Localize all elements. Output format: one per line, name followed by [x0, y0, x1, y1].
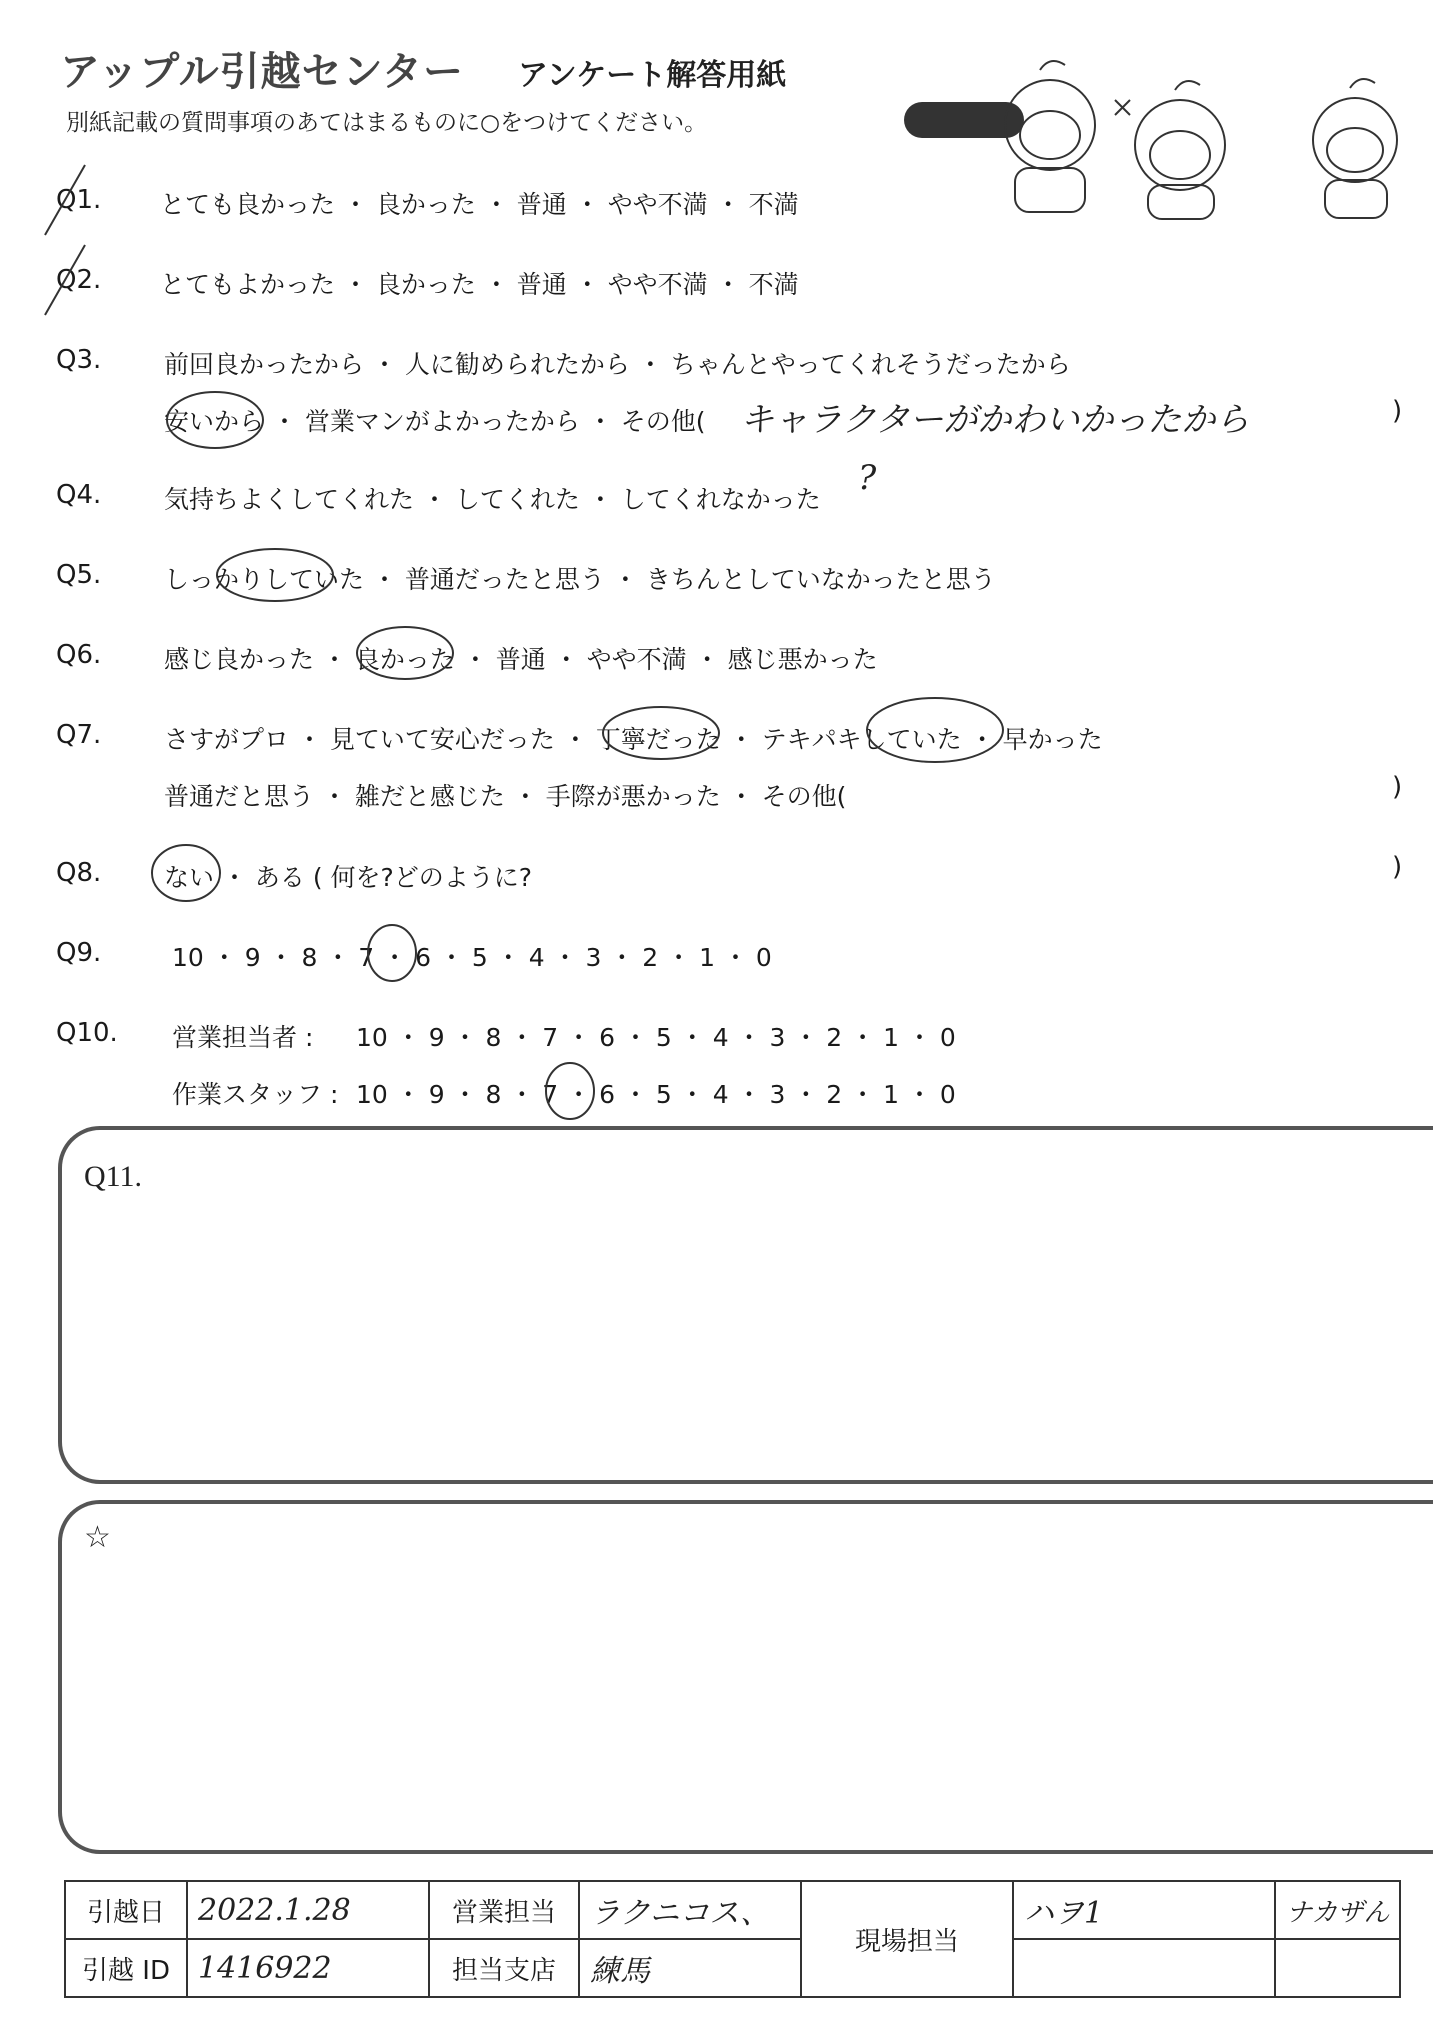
q6-options[interactable]: 感じ良かった ・ 良かった ・ 普通 ・ やや不満 ・ 感じ悪かった [164, 645, 878, 674]
info-table [64, 1880, 1401, 1998]
mascot-left-icon [904, 61, 1095, 212]
q3-options-line2[interactable]: 安いから ・ 営業マンがよかったから ・ その他( [164, 407, 706, 436]
site-value-2[interactable]: ナカザん [1275, 1881, 1400, 1939]
site-value-1[interactable]: ハヲ1 [1013, 1881, 1275, 1939]
q7-number: Q7. [56, 720, 102, 750]
q5-circle-mark [210, 540, 340, 610]
sales-value[interactable]: ラクニコス、 [579, 1881, 801, 1939]
q11-label: Q11. [84, 1160, 143, 1193]
q6-circle-mark [350, 618, 460, 688]
branch-label: 担当支店 [429, 1939, 579, 1997]
q9-number: Q9. [56, 938, 102, 968]
q4-options[interactable]: 気持ちよくしてくれた ・ してくれた ・ してくれなかった [164, 485, 821, 514]
q4-handwritten-mark: ? [858, 458, 877, 498]
q5-options[interactable]: しっかりしていた ・ 普通だったと思う ・ きちんとしていなかったと思う [164, 565, 996, 594]
instruction-text: 別紙記載の質問事項のあてはまるものに○をつけてください。 [66, 110, 708, 136]
q2-checkmark [40, 240, 100, 320]
q1-number: Q1. [56, 185, 102, 215]
q3-close-paren: ) [1392, 396, 1403, 426]
move-date-label: 引越日 [65, 1881, 187, 1939]
q10-number: Q10. [56, 1018, 118, 1048]
q8-circle-mark [146, 838, 226, 908]
q7-close-paren: ) [1392, 772, 1403, 802]
q7-circle-mark-2 [860, 690, 1010, 770]
q10-staff-label: 作業スタッフ : [172, 1080, 339, 1109]
move-date-value[interactable]: 2022.1.28 [187, 1881, 429, 1939]
q11-comment-box[interactable] [58, 1126, 1433, 1484]
q10-sales-label: 営業担当者 : [172, 1023, 314, 1052]
branch-value[interactable]: 練馬 [579, 1939, 801, 1997]
q3-circle-mark [160, 385, 270, 455]
q7-options-line1[interactable]: さすがプロ ・ 見ていて安心だった ・ 丁寧だった ・ テキパキしていた ・ 早かった [164, 725, 1103, 754]
q6-number: Q6. [56, 640, 102, 670]
q1-options[interactable]: とても良かった ・ 良かった ・ 普通 ・ やや不満 ・ 不満 [160, 190, 799, 219]
q10-staff-scale[interactable]: 10 ・ 9 ・ 8 ・ 7 ・ 6 ・ 5 ・ 4 ・ 3 ・ 2 ・ 1 ・ 0 [356, 1080, 956, 1109]
star-label: ☆ [84, 1521, 111, 1554]
q2-options[interactable]: とてもよかった ・ 良かった ・ 普通 ・ やや不満 ・ 不満 [160, 270, 799, 299]
q2-number: Q2. [56, 265, 102, 295]
q9-circle-mark [362, 918, 422, 988]
move-id-value[interactable]: 1416922 [187, 1939, 429, 1997]
site-empty-cell-1[interactable] [1013, 1939, 1275, 1997]
sales-label: 営業担当 [429, 1881, 579, 1939]
move-id-label: 引越 ID [65, 1939, 187, 1997]
q3-options-line1[interactable]: 前回良かったから ・ 人に勧められたから ・ ちゃんとやってくれそうだったから [164, 350, 1071, 379]
mascot-illustration [890, 40, 1433, 220]
brand-title: アップル引越センター [60, 49, 464, 95]
q9-scale[interactable]: 10 ・ 9 ・ 8 ・ 7 ・ 6 ・ 5 ・ 4 ・ 3 ・ 2 ・ 1 ・ 0 [172, 943, 772, 972]
q7-options-line2[interactable]: 普通だと思う ・ 雑だと感じた ・ 手際が悪かった ・ その他( [164, 782, 847, 811]
q8-close-paren: ) [1392, 852, 1403, 882]
q3-handwritten-answer: キャラクターがかわいかったから [740, 400, 1250, 440]
mascot-center-icon [1115, 81, 1225, 219]
q10-circle-mark [540, 1056, 600, 1126]
q5-number: Q5. [56, 560, 102, 590]
form-subtitle: アンケート解答用紙 [518, 58, 787, 93]
q4-number: Q4. [56, 480, 102, 510]
q7-circle-mark-1 [596, 698, 726, 768]
site-label: 現場担当 [801, 1881, 1013, 1997]
star-comment-box[interactable] [58, 1500, 1433, 1854]
q3-number: Q3. [56, 345, 102, 375]
q1-checkmark [40, 160, 100, 240]
q8-options[interactable]: ない ・ ある ( 何を?どのように? [164, 863, 533, 892]
q10-sales-scale[interactable]: 10 ・ 9 ・ 8 ・ 7 ・ 6 ・ 5 ・ 4 ・ 3 ・ 2 ・ 1 ・ 0 [356, 1023, 956, 1052]
site-empty-cell-2[interactable] [1275, 1939, 1400, 1997]
mascot-right-icon [1313, 79, 1397, 218]
q8-number: Q8. [56, 858, 102, 888]
